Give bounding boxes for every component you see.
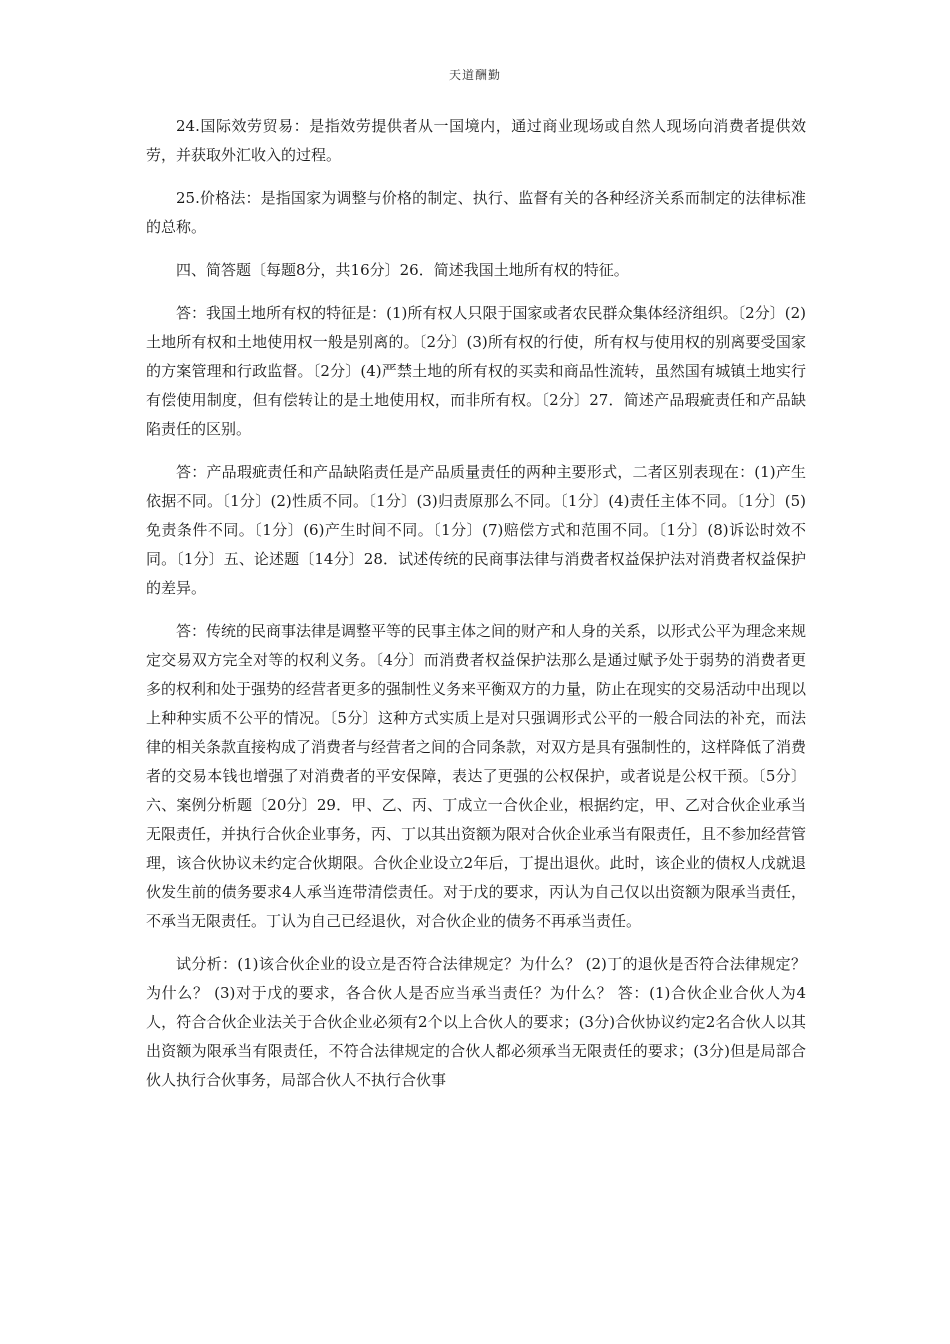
document-body [146, 112, 806, 1109]
paragraph-answer-28: 答：传统的民商事法律是调整平等的民事主体之间的财产和人身的关系，以形式公平为理念来规定交易双方完全对等的权利义务。〔4分〕而消费者权益保护法那么是通过赋予处于弱势的消费者更多的权利和处于强势的经营者更多的强制性义务来平衡双方的力量，防止在现实的交易活动中出现以上种种实质不公平的情况。〔5分〕这种方式实质上是对只强调形式公平的一般合同法的补充，而法律的相关条款直接构成了消费者与经营者之间的合同条款，对双方是具有强制性的，这样降低了消费者的交易本钱也增强了对消费者的平安保障，表达了更强的公权保护，或者说是公权干预。〔5分〕六、案例分析题〔20分〕29．甲、乙、丙、丁成立一合伙企业，根据约定，甲、乙对合伙企业承当无限责任，并执行合伙企业事务，丙、丁以其出资额为限对合伙企业承当有限责任，且不参加经营管理，该合伙协议未约定合伙期限。合伙企业设立2年后，丁提出退伙。此时，该企业的债权人戊就退伙发生前的债务要求4人承当连带清偿责任。对于戊的要求，丙认为自己仅以出资额为限承当责任，不承当无限责任。丁认为自己已经退伙，对合伙企业的债务不再承当责任。 [146, 622, 807, 930]
paragraph-24-definition: 24.国际效劳贸易：是指效劳提供者从一国境内，通过商业现场或自然人现场向消费者提供效劳，并获取外汇收入的过程。 [146, 117, 806, 164]
paragraph-answer-26: 答：我国土地所有权的特征是：(1)所有权人只限于国家或者农民群众集体经济组织。〔2分〕(2)土地所有权和土地使用权一般是别离的。〔2分〕(3)所有权的行使，所有权与使用权的别离要受国家的方案管理和行政监督。〔2分〕(4)严禁土地的所有权的买卖和商品性流转，虽然国有城镇土地实行有偿使用制度，但有偿转让的是土地使用权，而非所有权。〔2分〕27．简述产品瑕疵责任和产品缺陷责任的区别。 [146, 304, 806, 438]
paragraph-answer-27: 答：产品瑕疵责任和产品缺陷责任是产品质量责任的两种主要形式，二者区别表现在：(1)产生依据不同。〔1分〕(2)性质不同。〔1分〕(3)归责原那么不同。〔1分〕(4)责任主体不同。〔1分〕(5)免责条件不同。〔1分〕(6)产生时间不同。〔1分〕(7)赔偿方式和范围不同。〔1分〕(8)诉讼时效不同。〔1分〕五、论述题〔14分〕28．试述传统的民商事法律与消费者权益保护法对消费者权益保护的差异。 [146, 463, 806, 597]
paragraph-25-definition: 25.价格法：是指国家为调整与价格的制定、执行、监督有关的各种经济关系而制定的法律标准的总称。 [146, 189, 806, 236]
paragraph-section-four-heading: 四、简答题〔每题8分，共16分〕26．简述我国土地所有权的特征。 [176, 261, 629, 279]
page-header: 天道酬勤 [448, 68, 501, 82]
paragraph-analysis-29: 试分析：(1)该合伙企业的设立是否符合法律规定？为什么？ (2)丁的退伙是否符合法律规定？为什么？ (3)对于戊的要求，各合伙人是否应当承当责任？为什么？ 答：(1)合伙企业合伙人为4人，符合合伙企业法关于合伙企业必须有2个以上合伙人的要求；(3分)合伙协议约定2名合伙人以其出资额为限承当有限责任，不符合法律规定的合伙人都必须承当无限责任的要求；(3分)但是局部合伙人执行合伙事务，局部合伙人不执行合伙事 [146, 955, 806, 1089]
